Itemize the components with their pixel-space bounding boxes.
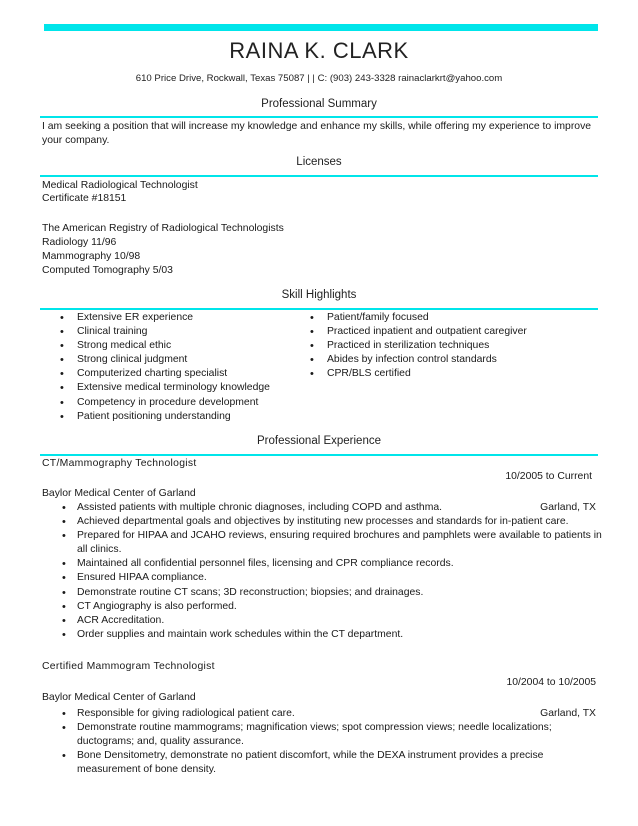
job-employer: Baylor Medical Center of Garland	[42, 692, 196, 703]
licenses-heading: Licenses	[296, 156, 342, 168]
job-location: Garland, TX	[540, 502, 596, 513]
list-item	[62, 501, 602, 515]
job-location: Garland, TX	[540, 708, 596, 719]
skills-rule	[40, 308, 598, 310]
job-dates: 10/2005 to Current	[505, 471, 592, 482]
skills-right-list	[310, 311, 527, 381]
list-item: • Practiced inpatient and outpatient caregiver	[310, 325, 527, 339]
license-line: Medical Radiological Technologist	[42, 180, 198, 191]
list-item: • Maintained all confidential personnel files, licensing and CPR compliance records.	[62, 557, 602, 571]
summary-rule	[40, 116, 598, 118]
license-line: The American Registry of Radiological Technologists	[42, 223, 284, 234]
license-line: Certificate #18151	[42, 193, 127, 204]
list-item: • Patient/family focused	[310, 311, 527, 325]
list-item: • Clinical training	[60, 325, 270, 339]
job-title: Certified Mammogram Technologist	[42, 661, 215, 672]
list-item: • Prepared for HIPAA and JCAHO reviews, ensuring required brochures and pamphlets were available to patients in all clinics.	[62, 529, 602, 557]
list-item: • Abides by infection control standards	[310, 353, 527, 367]
skills-heading: Skill Highlights	[281, 289, 357, 301]
skills-left-list	[60, 311, 270, 424]
contact-line: 610 Price Drive, Rockwall, Texas 75087 | | C: (903) 243-3328 rainaclarkrt@yahoo.com	[135, 73, 503, 84]
experience-heading: Professional Experience	[256, 435, 381, 447]
job-bullets	[62, 501, 602, 642]
list-item: • Order supplies and maintain work schedules within the CT department.	[62, 628, 602, 642]
job-title: CT/Mammography Technologist	[42, 458, 197, 469]
list-item: • Ensured HIPAA compliance.	[62, 571, 602, 585]
list-item: • ACR Accreditation.	[62, 614, 602, 628]
summary-heading: Professional Summary	[261, 98, 377, 110]
list-item: • Demonstrate routine mammograms; magnification views; spot compression views; needle localizations; ductograms; and, quality assurance.	[62, 721, 602, 749]
list-item: • Extensive ER experience	[60, 311, 270, 325]
list-item: • Achieved departmental goals and objectives by instituting new processes and standards for in-patient care.	[62, 515, 602, 529]
license-line: Mammography 10/98	[42, 251, 141, 262]
list-item: • Patient positioning understanding	[60, 410, 270, 424]
top-accent-bar	[44, 24, 598, 31]
list-item: • Strong clinical judgment	[60, 353, 270, 367]
job-dates: 10/2004 to 10/2005	[506, 677, 596, 688]
list-item: • Bone Densitometry, demonstrate no patient discomfort, while the DEXA instrument provides a precise measurement of bone density.	[62, 749, 602, 777]
bullet-text: Assisted patients with multiple chronic diagnoses, including COPD and asthma.	[77, 502, 443, 513]
list-item: • Strong medical ethic	[60, 339, 270, 353]
list-item	[62, 707, 602, 721]
list-item: • CPR/BLS certified	[310, 367, 527, 381]
job-bullets	[62, 707, 602, 777]
summary-text: I am seeking a position that will increase my knowledge and enhance my skills, while offering my experience to improve your company.	[42, 121, 592, 146]
list-item: • Extensive medical terminology knowledge	[60, 381, 270, 395]
job-employer: Baylor Medical Center of Garland	[42, 488, 196, 499]
license-line: Computed Tomography 5/03	[42, 265, 173, 276]
list-item: • Computerized charting specialist	[60, 367, 270, 381]
license-line: Radiology 11/96	[42, 237, 117, 248]
candidate-name: RAINA K. CLARK	[229, 38, 409, 63]
experience-rule	[40, 454, 598, 456]
list-item: • Competency in procedure development	[60, 396, 270, 410]
list-item: • Practiced in sterilization techniques	[310, 339, 527, 353]
list-item: • CT Angiography is also performed.	[62, 600, 602, 614]
bullet-text: Responsible for giving radiological patient care.	[77, 708, 295, 719]
licenses-rule	[40, 175, 598, 177]
list-item: • Demonstrate routine CT scans; 3D reconstruction; biopsies; and drainages.	[62, 586, 602, 600]
